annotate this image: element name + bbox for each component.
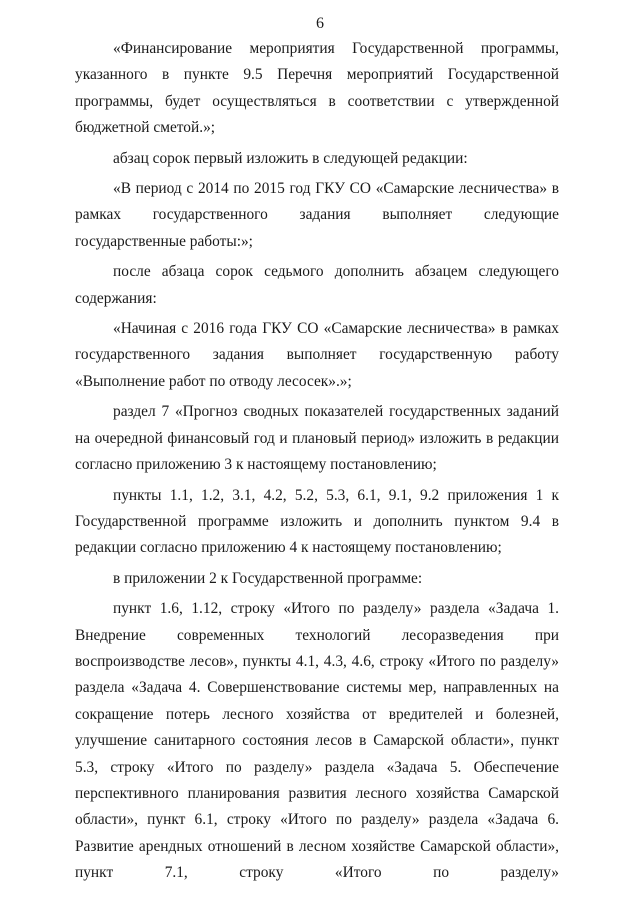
paragraph-financing: «Финансирование мероприятия Государственной программы, указанного в пункте 9.5 Перечня мероприятий Государственной программы, будет осуществляться в соответствии с утвержденной бюджетной сметой.»; bbox=[75, 40, 559, 137]
paragraph-appendix-1: пункты 1.1, 1.2, 3.1, 4.2, 5.2, 5.3, 6.1, 9.1, 9.2 приложения 1 к Государственной программе изложить и дополнить пунктом 9.4 в редакции согласно приложению 4 к настоящему постановлению; bbox=[75, 486, 559, 557]
paragraph-appendix-2: в приложении 2 к Государственной программе: bbox=[113, 569, 423, 587]
paragraph-amend-41: абзац сорок первый изложить в следующей редакции: bbox=[113, 149, 468, 167]
paragraph-period-2014-2015: «В период с 2014 по 2015 год ГКУ СО «Самарские лесничества» в рамках государственного задания выполняет следующие государственные работы:»; bbox=[75, 180, 559, 250]
document-body bbox=[75, 36, 559, 887]
paragraph-section-7: раздел 7 «Прогноз сводных показателей государственных заданий на очередной финансовый год и плановый период» изложить в редакции согласно приложению 3 к настоящему постановлению; bbox=[75, 403, 559, 474]
paragraph-items-list: пункт 1.6, 1.12, строку «Итого по разделу» раздела «Задача 1. Внедрение современных технологий лесоразведения при воспроизводстве лесов», пункты 4.1, 4.3, 4.6, строку «Итого по разделу» раздела «Задача 4. Совершенствование системы мер, направленных на сокращение потерь лесного хозяйства от вредителей и болезней, улучшение санитарного состояния лесов в Самарской области», пункт 5.3, строку «Итого по разделу» раздела «Задача 5. Обеспечение перспективного планирования развития лесного хозяйства Самарской области», пункт 6.1, строку «Итого по разделу» раздела «Задача 6. Развитие арендных отношений в лесном хозяйстве Самарской области», пункт 7.1, строку «Итого по разделу» bbox=[75, 600, 559, 882]
page-number: 6 bbox=[316, 15, 324, 32]
paragraph-since-2016: «Начиная с 2016 года ГКУ СО «Самарские лесничества» в рамках государственного задания выполняет государственную работу «Выполнение работ по отводу лесосек».»; bbox=[75, 320, 559, 390]
paragraph-after-47: после абзаца сорок седьмого дополнить абзацем следующего содержания: bbox=[75, 263, 559, 307]
